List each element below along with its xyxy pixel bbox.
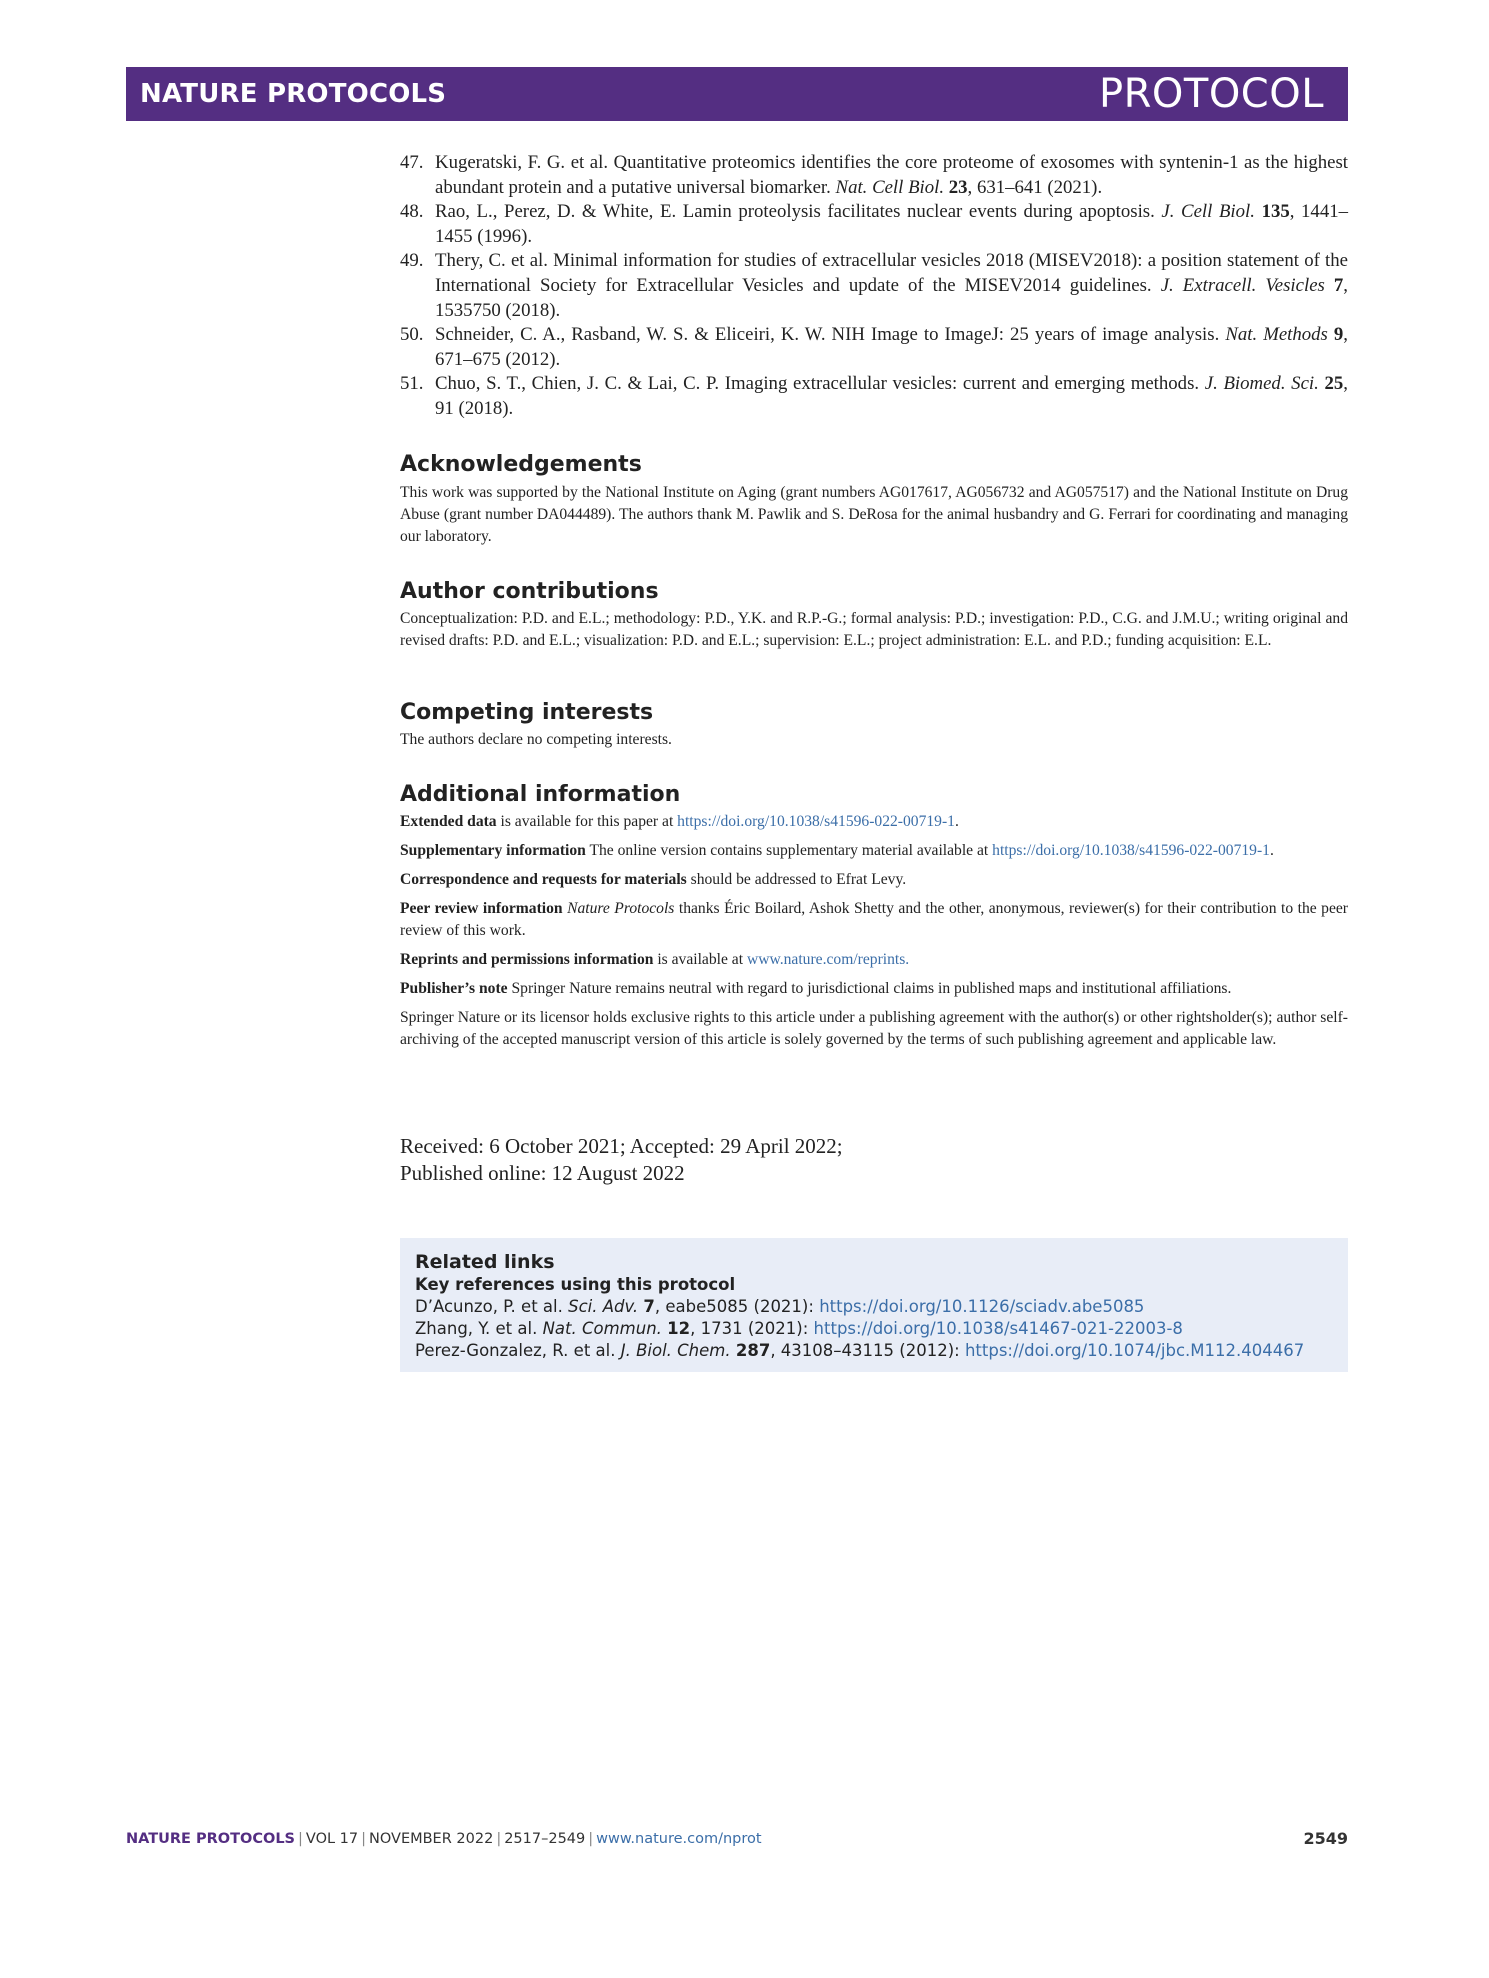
additional-heading: Additional information <box>400 782 681 807</box>
supplementary-note: Supplementary information The online version contains supplementary material available at https://doi.org/10.1038/s41596-022-00719-1. <box>400 842 1274 859</box>
journal-name: NATURE PROTOCOLS <box>140 79 447 109</box>
reference-item: 51. Chuo, S. T., Chien, J. C. & Lai, C. P. Imaging extracellular vesicles: current and emerging methods. J. Biomed. Sci. 25, 91 (2018). <box>400 373 1348 419</box>
related-reference: D’Acunzo, P. et al. Sci. Adv. 7, eabe5085 (2021): https://doi.org/10.1126/sciadv.abe5085 <box>415 1297 1145 1316</box>
extended-data-link[interactable]: https://doi.org/10.1038/s41596-022-00719-1 <box>677 813 955 830</box>
competing-text: The authors declare no competing interests. <box>400 731 672 748</box>
correspondence-note: Correspondence and requests for materials should be addressed to Efrat Levy. <box>400 871 907 888</box>
related-links-box <box>400 1238 1348 1372</box>
reference-item: 47. Kugeratski, F. G. et al. Quantitative proteomics identifies the core proteome of exosomes with syntenin-1 as the highest abundant protein and a putative universal biomarker. Nat. Cell Biol. 23, 631–641 (2021). <box>400 152 1348 198</box>
related-link[interactable]: https://doi.org/10.1038/s41467-021-22003-8 <box>813 1319 1183 1338</box>
competing-heading: Competing interests <box>400 700 654 725</box>
page-footer <box>126 1829 1348 1848</box>
journal-header <box>126 67 1348 121</box>
related-links-title: Related links <box>415 1251 555 1273</box>
acknowledgements-text: This work was supported by the National Institute on Aging (grant numbers AG017617, AG056732 and AG057517) and the National Institute on Drug Abuse (grant number DA044489). The authors thank M. Pawlik and S. DeRosa for the animal husbandry and G. Ferrari for coordinating and managing our laboratory. <box>400 484 1348 545</box>
extended-data-note: Extended data is available for this paper at https://doi.org/10.1038/s41596-022-00719-1. <box>400 813 959 830</box>
article-type: PROTOCOL <box>1098 71 1324 117</box>
related-link[interactable]: https://doi.org/10.1126/sciadv.abe5085 <box>819 1297 1145 1316</box>
publisher-note: Publisher’s note Springer Nature remains neutral with regard to jurisdictional claims in published maps and institutional affiliations. <box>400 980 1232 997</box>
reference-item: 48. Rao, L., Perez, D. & White, E. Lamin proteolysis facilitates nuclear events during apoptosis. J. Cell Biol. 135, 1441–1455 (1996). <box>400 201 1348 247</box>
publication-dates <box>400 1133 843 1187</box>
acknowledgements-heading: Acknowledgements <box>400 452 642 477</box>
reference-item: 49. Thery, C. et al. Minimal information for studies of extracellular vesicles 2018 (MISEV2018): a position statement of the International Society for Extracellular Vesicles and update of the MISEV2014 guidelines. J. Extracell. Vesicles 7, 1535750 (2018). <box>400 250 1348 321</box>
reprints-note: Reprints and permissions information is available at www.nature.com/reprints. <box>400 951 910 968</box>
related-links-subtitle: Key references using this protocol <box>415 1275 736 1294</box>
contributions-text: Conceptualization: P.D. and E.L.; methodology: P.D., Y.K. and R.P.-G.; formal analysis: P.D.; investigation: P.D., C.G. and J.M.U.; writing original and revised drafts: P.D. and E.L.; visualization: P.D. and E.L.; supervision: E.L.; project administration: E.L. and P.D.; funding acquisition: E.L. <box>400 610 1348 649</box>
contributions-heading: Author contributions <box>400 579 659 604</box>
related-reference: Perez-Gonzalez, R. et al. J. Biol. Chem. 287, 43108–43115 (2012): https://doi.org/10.1074/jbc.M112.404467 <box>415 1341 1305 1360</box>
rights-statement: Springer Nature or its licensor holds exclusive rights to this article under a publishing agreement with the author(s) or other rightsholder(s); author self-archiving of the accepted manuscript version of this article is solely governed by the terms of such publishing agreement and applicable law. <box>400 1009 1348 1048</box>
reference-list <box>400 151 1348 422</box>
supplementary-link[interactable]: https://doi.org/10.1038/s41596-022-00719-1 <box>992 842 1270 859</box>
related-link[interactable]: https://doi.org/10.1074/jbc.M112.404467 <box>964 1341 1305 1360</box>
footer-citation: NATURE PROTOCOLS | VOL 17 | NOVEMBER 2022 | 2517–2549 | www.nature.com/nprot <box>126 1830 762 1847</box>
related-reference: Zhang, Y. et al. Nat. Commun. 12, 1731 (2021): https://doi.org/10.1038/s41467-021-22003-8 <box>415 1319 1183 1338</box>
published-online: Published online: 12 August 2022 <box>400 1161 685 1185</box>
footer-journal-link[interactable]: www.nature.com/nprot <box>596 1830 762 1847</box>
reprints-link[interactable]: www.nature.com/reprints. <box>746 951 910 968</box>
received-accepted: Received: 6 October 2021; Accepted: 29 April 2022; <box>400 1134 843 1158</box>
page-number: 2549 <box>1303 1829 1348 1848</box>
reference-item: 50. Schneider, C. A., Rasband, W. S. & Eliceiri, K. W. NIH Image to ImageJ: 25 years of image analysis. Nat. Methods 9, 671–675 (2012). <box>400 324 1348 370</box>
footer-journal: NATURE PROTOCOLS <box>126 1830 296 1847</box>
peer-review-note: Peer review information Nature Protocols thanks Éric Boilard, Ashok Shetty and the other, anonymous, reviewer(s) for their contribution to the peer review of this work. <box>400 900 1348 939</box>
